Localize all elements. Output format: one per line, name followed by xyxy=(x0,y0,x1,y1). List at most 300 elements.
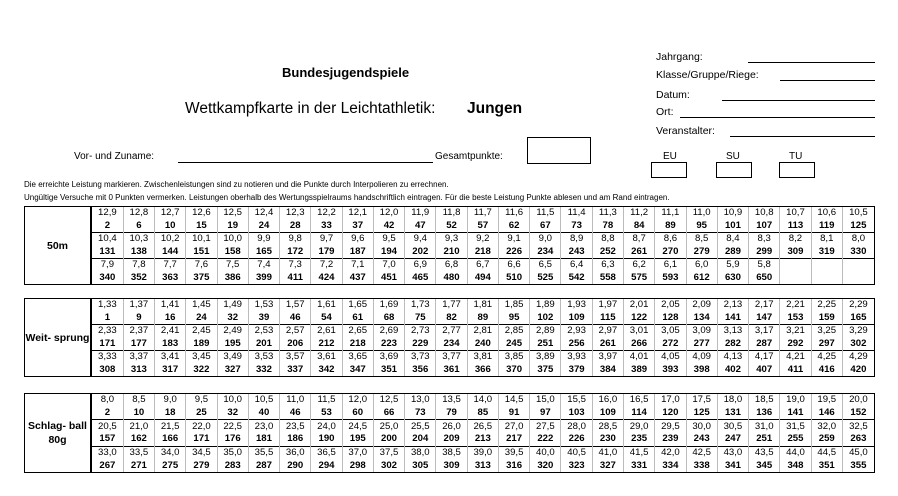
performance-cell[interactable]: 3,81 xyxy=(467,350,498,363)
performance-cell[interactable]: 41,0 xyxy=(592,446,623,459)
performance-cell[interactable]: 1,45 xyxy=(186,299,217,311)
performance-cell[interactable]: 8,1 xyxy=(811,232,842,245)
performance-cell[interactable]: 2,89 xyxy=(530,324,561,337)
performance-cell[interactable]: 7,9 xyxy=(100,259,115,271)
performance-row xyxy=(92,350,874,363)
performance-cell[interactable]: 22,0 xyxy=(186,420,217,433)
points-cell: 650 xyxy=(749,271,780,284)
performance-cell[interactable]: 9,6 xyxy=(342,232,373,245)
performance-cell[interactable]: 43,5 xyxy=(749,446,780,459)
performance-row xyxy=(92,299,874,311)
performance-cell[interactable]: 2,41 xyxy=(155,324,186,337)
performance-cell[interactable]: 7,7 xyxy=(155,258,186,271)
performance-cell[interactable]: 3,69 xyxy=(373,350,404,363)
performance-cell[interactable]: 3,61 xyxy=(311,350,342,363)
performance-cell[interactable]: 17,0 xyxy=(655,394,686,407)
performance-cell[interactable]: 2,17 xyxy=(749,299,780,311)
performance-cell[interactable]: 2,69 xyxy=(373,324,404,337)
points-cell: 612 xyxy=(686,271,717,284)
performance-cell[interactable]: 25,5 xyxy=(405,420,436,433)
performance-cell[interactable]: 4,09 xyxy=(686,350,717,363)
performance-cell[interactable]: 44,5 xyxy=(811,446,842,459)
performance-cell[interactable]: 28,0 xyxy=(561,420,592,433)
performance-cell[interactable]: 1,49 xyxy=(217,299,248,311)
performance-cell[interactable]: 1,73 xyxy=(405,299,436,311)
points-cell: 2 xyxy=(104,219,111,231)
performance-cell[interactable]: 7,1 xyxy=(342,258,373,271)
points-cell: 134 xyxy=(686,311,717,324)
performance-cell[interactable]: 11,3 xyxy=(592,207,623,219)
performance-cell[interactable]: 18,0 xyxy=(717,394,748,407)
performance-cell[interactable]: 34,0 xyxy=(155,446,186,459)
points-cell: 386 xyxy=(217,271,248,284)
performance-cell[interactable]: 10,5 xyxy=(842,207,874,219)
performance-cell[interactable]: 18,5 xyxy=(749,394,780,407)
performance-cell[interactable]: 9,1 xyxy=(498,232,529,245)
points-cell: 46 xyxy=(280,311,311,324)
points-cell: 290 xyxy=(280,459,311,472)
performance-cell[interactable]: 12,1 xyxy=(342,207,373,219)
section-weitsprung xyxy=(24,298,875,377)
points-cell: 115 xyxy=(592,311,623,324)
performance-cell[interactable]: 7,4 xyxy=(248,258,279,271)
performance-cell[interactable]: 17,5 xyxy=(686,394,717,407)
performance-cell[interactable]: 32,0 xyxy=(811,420,842,433)
performance-cell[interactable]: 11,8 xyxy=(436,207,467,219)
points-cell: 122 xyxy=(624,311,655,324)
points-cell: 95 xyxy=(686,219,717,232)
performance-cell[interactable]: 2,49 xyxy=(217,324,248,337)
points-cell: 25 xyxy=(186,407,217,420)
name-input-line[interactable] xyxy=(178,162,433,163)
performance-cell[interactable]: 10,0 xyxy=(217,232,248,245)
points-cell: 298 xyxy=(342,459,373,472)
performance-cell[interactable]: 19,0 xyxy=(780,394,811,407)
klasse-input-line[interactable] xyxy=(780,80,875,81)
points-cell: 18 xyxy=(155,407,186,420)
points-cell: 204 xyxy=(405,433,436,446)
performance-cell[interactable]: 1,53 xyxy=(248,299,279,311)
performance-cell[interactable]: 12,8 xyxy=(123,207,154,219)
card-title: Bundesjugendspiele xyxy=(282,65,410,80)
performance-cell[interactable]: 29,5 xyxy=(655,420,686,433)
performance-cell[interactable]: 35,5 xyxy=(248,446,279,459)
performance-cell[interactable]: 4,05 xyxy=(655,350,686,363)
performance-cell[interactable]: 4,29 xyxy=(842,350,874,363)
performance-cell[interactable]: 3,13 xyxy=(717,324,748,337)
performance-cell[interactable]: 16,0 xyxy=(592,394,623,407)
performance-cell[interactable]: 2,05 xyxy=(655,299,686,311)
eu-box[interactable] xyxy=(651,162,687,178)
performance-cell[interactable]: 6,9 xyxy=(405,258,436,271)
performance-cell[interactable]: 10,3 xyxy=(123,232,154,245)
performance-cell[interactable]: 11,9 xyxy=(405,207,436,219)
points-cell: 327 xyxy=(217,363,248,376)
points-cell: 47 xyxy=(405,219,436,232)
performance-cell[interactable]: 3,53 xyxy=(248,350,279,363)
performance-cell[interactable]: 23,0 xyxy=(248,420,279,433)
points-row xyxy=(92,363,874,376)
points-cell: 171 xyxy=(99,337,116,349)
performance-cell[interactable]: 8,7 xyxy=(624,232,655,245)
performance-cell[interactable]: 10,2 xyxy=(155,232,186,245)
points-cell: 1 xyxy=(104,311,111,323)
performance-cell[interactable]: 2,97 xyxy=(592,324,623,337)
performance-cell[interactable]: 9,0 xyxy=(530,232,561,245)
points-cell: 144 xyxy=(155,245,186,258)
performance-cell[interactable]: 10,0 xyxy=(217,394,248,407)
performance-cell[interactable]: 1,57 xyxy=(280,299,311,311)
performance-cell[interactable]: 6,4 xyxy=(561,258,592,271)
performance-cell[interactable]: 37,5 xyxy=(373,446,404,459)
performance-cell[interactable]: 1,61 xyxy=(311,299,342,311)
performance-cell[interactable]: 36,0 xyxy=(280,446,311,459)
performance-cell[interactable]: 36,5 xyxy=(311,446,342,459)
performance-cell[interactable]: 10,9 xyxy=(717,207,748,219)
performance-cell[interactable]: 15,5 xyxy=(561,394,592,407)
performance-cell[interactable]: 11,4 xyxy=(561,207,592,219)
performance-cell[interactable]: 19,5 xyxy=(811,394,842,407)
performance-cell[interactable]: 10,5 xyxy=(248,394,279,407)
performance-cell[interactable]: 43,0 xyxy=(717,446,748,459)
performance-cell[interactable]: 4,01 xyxy=(624,350,655,363)
performance-cell[interactable]: 11,1 xyxy=(655,207,686,219)
performance-cell[interactable]: 34,5 xyxy=(186,446,217,459)
performance-cell[interactable]: 3,73 xyxy=(405,350,436,363)
performance-cell[interactable]: 3,89 xyxy=(530,350,561,363)
performance-cell[interactable]: 3,85 xyxy=(498,350,529,363)
points-cell: 245 xyxy=(498,337,529,350)
points-cell: 308 xyxy=(99,363,116,375)
performance-cell[interactable]: 1,81 xyxy=(467,299,498,311)
performance-cell[interactable]: 15,0 xyxy=(530,394,561,407)
performance-cell[interactable]: 13,0 xyxy=(405,394,436,407)
performance-cell[interactable]: 39,5 xyxy=(498,446,529,459)
performance-cell[interactable]: 42,5 xyxy=(686,446,717,459)
performance-cell[interactable]: 2,93 xyxy=(561,324,592,337)
su-box[interactable] xyxy=(716,162,752,178)
performance-cell[interactable]: 3,01 xyxy=(624,324,655,337)
performance-cell[interactable]: 20,0 xyxy=(842,394,874,407)
performance-cell[interactable]: 6,3 xyxy=(592,258,623,271)
performance-cell[interactable]: 2,73 xyxy=(405,324,436,337)
performance-cell[interactable]: 12,7 xyxy=(155,207,186,219)
performance-cell[interactable]: 6,7 xyxy=(467,258,498,271)
performance-cell[interactable]: 3,09 xyxy=(686,324,717,337)
points-cell xyxy=(780,271,811,284)
performance-cell[interactable]: 22,5 xyxy=(217,420,248,433)
performance-cell[interactable]: 30,0 xyxy=(686,420,717,433)
performance-cell[interactable]: 2,33 xyxy=(98,325,117,337)
performance-cell[interactable]: 38,0 xyxy=(405,446,436,459)
performance-cell[interactable]: 2,61 xyxy=(311,324,342,337)
tu-label: TU xyxy=(789,151,803,162)
points-cell: 95 xyxy=(498,311,529,324)
performance-cell[interactable]: 21,5 xyxy=(155,420,186,433)
points-cell: 317 xyxy=(155,363,186,376)
performance-cell[interactable]: 12,4 xyxy=(248,207,279,219)
performance-cell[interactable]: 14,0 xyxy=(467,394,498,407)
performance-cell[interactable]: 9,0 xyxy=(155,394,186,407)
performance-cell[interactable]: 9,7 xyxy=(311,232,342,245)
performance-cell[interactable]: 1,93 xyxy=(561,299,592,311)
performance-cell[interactable] xyxy=(811,258,842,271)
points-cell: 202 xyxy=(405,245,436,258)
performance-cell[interactable]: 1,69 xyxy=(373,299,404,311)
points-cell: 113 xyxy=(780,219,811,232)
performance-cell[interactable]: 8,5 xyxy=(123,394,154,407)
performance-cell[interactable]: 1,41 xyxy=(155,299,186,311)
performance-cell[interactable]: 45,0 xyxy=(842,446,874,459)
performance-cell[interactable]: 7,2 xyxy=(311,258,342,271)
performance-cell[interactable]: 1,97 xyxy=(592,299,623,311)
performance-cell[interactable]: 3,25 xyxy=(811,324,842,337)
performance-cell[interactable]: 8,5 xyxy=(686,232,717,245)
points-cell: 292 xyxy=(780,337,811,350)
points-cell: 217 xyxy=(498,433,529,446)
performance-cell[interactable]: 10,4 xyxy=(98,233,117,245)
performance-cell[interactable]: 10,7 xyxy=(780,207,811,219)
performance-cell[interactable]: 2,37 xyxy=(123,324,154,337)
performance-cell[interactable]: 5,8 xyxy=(749,258,780,271)
performance-cell[interactable]: 11,0 xyxy=(280,394,311,407)
performance-cell[interactable]: 31,5 xyxy=(780,420,811,433)
performance-cell[interactable]: 12,0 xyxy=(342,394,373,407)
performance-cell[interactable]: 29,0 xyxy=(624,420,655,433)
performance-cell[interactable]: 3,49 xyxy=(217,350,248,363)
points-cell: 107 xyxy=(749,219,780,232)
datum-input-line[interactable] xyxy=(722,100,875,101)
performance-cell[interactable]: 12,0 xyxy=(373,207,404,219)
performance-cell[interactable]: 2,13 xyxy=(717,299,748,311)
performance-row xyxy=(92,207,874,219)
performance-cell[interactable]: 7,0 xyxy=(373,258,404,271)
performance-cell[interactable]: 2,85 xyxy=(498,324,529,337)
performance-cell[interactable] xyxy=(842,258,874,271)
points-cell: 10 xyxy=(123,407,154,420)
performance-cell[interactable]: 44,0 xyxy=(780,446,811,459)
performance-cell[interactable] xyxy=(780,258,811,271)
performance-cell[interactable]: 1,65 xyxy=(342,299,373,311)
performance-cell[interactable]: 1,33 xyxy=(98,299,117,311)
performance-cell[interactable]: 10,6 xyxy=(811,207,842,219)
performance-cell[interactable]: 40,5 xyxy=(561,446,592,459)
performance-cell[interactable]: 11,5 xyxy=(311,394,342,407)
performance-cell[interactable]: 3,93 xyxy=(561,350,592,363)
performance-cell[interactable]: 9,5 xyxy=(373,232,404,245)
performance-cell[interactable]: 3,37 xyxy=(123,350,154,363)
performance-cell[interactable]: 31,0 xyxy=(749,420,780,433)
performance-cell[interactable]: 7,6 xyxy=(186,258,217,271)
veranstalter-input-line[interactable] xyxy=(730,136,875,137)
performance-cell[interactable]: 11,6 xyxy=(498,207,529,219)
performance-cell[interactable]: 5,9 xyxy=(717,258,748,271)
performance-cell[interactable]: 3,17 xyxy=(749,324,780,337)
performance-cell[interactable]: 9,4 xyxy=(405,232,436,245)
performance-cell[interactable]: 2,21 xyxy=(780,299,811,311)
points-cell: 165 xyxy=(248,245,279,258)
performance-cell[interactable]: 3,29 xyxy=(842,324,874,337)
performance-cell[interactable]: 9,5 xyxy=(186,394,217,407)
performance-cell[interactable]: 2,77 xyxy=(436,324,467,337)
performance-cell[interactable]: 4,21 xyxy=(780,350,811,363)
performance-cell[interactable]: 2,29 xyxy=(842,299,874,311)
performance-cell[interactable]: 42,0 xyxy=(655,446,686,459)
performance-cell[interactable]: 12,5 xyxy=(217,207,248,219)
performance-cell[interactable]: 9,3 xyxy=(436,232,467,245)
performance-cell[interactable]: 26,5 xyxy=(467,420,498,433)
performance-cell[interactable]: 9,8 xyxy=(280,232,311,245)
performance-cell[interactable]: 3,97 xyxy=(592,350,623,363)
performance-cell[interactable]: 1,77 xyxy=(436,299,467,311)
performance-cell[interactable]: 8,0 xyxy=(100,394,115,406)
performance-cell[interactable]: 2,01 xyxy=(624,299,655,311)
performance-cell[interactable]: 2,45 xyxy=(186,324,217,337)
performance-cell[interactable]: 25,0 xyxy=(373,420,404,433)
performance-cell[interactable]: 3,41 xyxy=(155,350,186,363)
performance-cell[interactable]: 2,57 xyxy=(280,324,311,337)
points-cell: 119 xyxy=(811,219,842,232)
points-cell: 102 xyxy=(530,311,561,324)
performance-cell[interactable]: 12,9 xyxy=(98,207,117,219)
performance-cell[interactable]: 3,77 xyxy=(436,350,467,363)
jahrgang-input-line[interactable] xyxy=(748,62,875,63)
performance-cell[interactable]: 35,0 xyxy=(217,446,248,459)
performance-cell[interactable]: 16,5 xyxy=(624,394,655,407)
performance-cell[interactable]: 6,5 xyxy=(530,258,561,271)
section-label: 50m xyxy=(24,206,90,285)
performance-cell[interactable]: 11,7 xyxy=(467,207,498,219)
points-cell: 235 xyxy=(624,433,655,446)
performance-cell[interactable]: 39,0 xyxy=(467,446,498,459)
performance-cell[interactable]: 37,0 xyxy=(342,446,373,459)
performance-cell[interactable]: 10,1 xyxy=(186,232,217,245)
performance-cell[interactable]: 2,09 xyxy=(686,299,717,311)
performance-cell[interactable]: 30,5 xyxy=(717,420,748,433)
performance-cell[interactable]: 8,6 xyxy=(655,232,686,245)
points-cell: 424 xyxy=(311,271,342,284)
performance-cell[interactable]: 11,5 xyxy=(530,207,561,219)
performance-cell[interactable]: 8,4 xyxy=(717,232,748,245)
performance-cell[interactable]: 3,57 xyxy=(280,350,311,363)
performance-cell[interactable]: 8,3 xyxy=(749,232,780,245)
performance-cell[interactable]: 12,6 xyxy=(186,207,217,219)
performance-cell[interactable]: 33,5 xyxy=(123,446,154,459)
performance-cell[interactable]: 10,8 xyxy=(749,207,780,219)
points-cell: 101 xyxy=(717,219,748,232)
points-cell: 271 xyxy=(123,459,154,472)
performance-cell[interactable]: 27,5 xyxy=(530,420,561,433)
points-cell: 402 xyxy=(717,363,748,376)
points-cell: 91 xyxy=(498,407,529,420)
performance-cell[interactable]: 3,45 xyxy=(186,350,217,363)
performance-cell[interactable]: 8,2 xyxy=(780,232,811,245)
performance-cell[interactable]: 1,89 xyxy=(530,299,561,311)
performance-cell[interactable]: 9,2 xyxy=(467,232,498,245)
performance-cell[interactable]: 2,53 xyxy=(248,324,279,337)
performance-cell[interactable]: 6,2 xyxy=(624,258,655,271)
performance-cell[interactable]: 33,0 xyxy=(98,446,117,458)
performance-cell[interactable]: 2,65 xyxy=(342,324,373,337)
performance-cell[interactable]: 6,1 xyxy=(655,258,686,271)
performance-cell[interactable]: 27,0 xyxy=(498,420,529,433)
points-cell: 73 xyxy=(561,219,592,232)
performance-cell[interactable]: 4,17 xyxy=(749,350,780,363)
performance-cell[interactable]: 4,25 xyxy=(811,350,842,363)
points-cell: 131 xyxy=(99,245,116,257)
performance-cell[interactable]: 40,0 xyxy=(530,446,561,459)
performance-cell[interactable]: 11,0 xyxy=(686,207,717,219)
points-cell: 593 xyxy=(655,271,686,284)
points-cell: 345 xyxy=(749,459,780,472)
points-cell: 166 xyxy=(155,433,186,446)
performance-cell[interactable]: 3,05 xyxy=(655,324,686,337)
performance-cell[interactable]: 21,0 xyxy=(123,420,154,433)
points-cell: 181 xyxy=(248,433,279,446)
performance-cell[interactable]: 41,5 xyxy=(624,446,655,459)
points-cell: 261 xyxy=(592,337,623,350)
performance-row xyxy=(92,394,874,407)
performance-cell[interactable]: 24,5 xyxy=(342,420,373,433)
performance-cell[interactable]: 14,5 xyxy=(498,394,529,407)
performance-cell[interactable]: 4,13 xyxy=(717,350,748,363)
meta-label-jahrgang: Jahrgang: xyxy=(656,51,703,63)
total-points-box[interactable] xyxy=(527,137,591,164)
points-cell: 141 xyxy=(780,407,811,420)
performance-cell[interactable]: 2,25 xyxy=(811,299,842,311)
points-cell: 151 xyxy=(186,245,217,258)
tu-box[interactable] xyxy=(779,162,815,178)
performance-cell[interactable]: 3,33 xyxy=(98,351,117,363)
performance-cell[interactable]: 12,5 xyxy=(373,394,404,407)
performance-cell[interactable]: 26,0 xyxy=(436,420,467,433)
performance-cell[interactable]: 32,5 xyxy=(842,420,874,433)
performance-cell[interactable]: 1,37 xyxy=(123,299,154,311)
performance-cell[interactable]: 20,5 xyxy=(98,420,117,432)
performance-cell[interactable]: 8,8 xyxy=(592,232,623,245)
performance-cell[interactable]: 13,5 xyxy=(436,394,467,407)
performance-cell[interactable]: 3,21 xyxy=(780,324,811,337)
points-cell: 230 xyxy=(592,433,623,446)
performance-cell[interactable]: 8,9 xyxy=(561,232,592,245)
performance-cell[interactable]: 11,2 xyxy=(624,207,655,219)
ort-input-line[interactable] xyxy=(680,117,875,118)
performance-cell[interactable]: 23,5 xyxy=(280,420,311,433)
points-cell: 186 xyxy=(280,433,311,446)
performance-cell[interactable]: 28,5 xyxy=(592,420,623,433)
performance-cell[interactable]: 8,0 xyxy=(842,232,874,245)
performance-cell[interactable]: 7,8 xyxy=(123,258,154,271)
performance-cell[interactable]: 2,81 xyxy=(467,324,498,337)
performance-cell[interactable]: 12,3 xyxy=(280,207,311,219)
performance-cell[interactable]: 12,2 xyxy=(311,207,342,219)
points-cell: 67 xyxy=(530,219,561,232)
points-cell: 66 xyxy=(373,407,404,420)
meta-label-klasse: Klasse/Gruppe/Riege: xyxy=(656,69,759,81)
performance-cell[interactable]: 24,0 xyxy=(311,420,342,433)
performance-cell[interactable]: 38,5 xyxy=(436,446,467,459)
performance-cell[interactable]: 7,5 xyxy=(217,258,248,271)
performance-cell[interactable]: 1,85 xyxy=(498,299,529,311)
performance-cell[interactable]: 3,65 xyxy=(342,350,373,363)
eu-label: EU xyxy=(663,151,677,162)
performance-cell[interactable]: 6,8 xyxy=(436,258,467,271)
performance-cell[interactable]: 6,0 xyxy=(686,258,717,271)
performance-cell[interactable]: 6,6 xyxy=(498,258,529,271)
points-cell: 68 xyxy=(373,311,404,324)
performance-cell[interactable]: 9,9 xyxy=(248,232,279,245)
performance-cell[interactable]: 7,3 xyxy=(280,258,311,271)
